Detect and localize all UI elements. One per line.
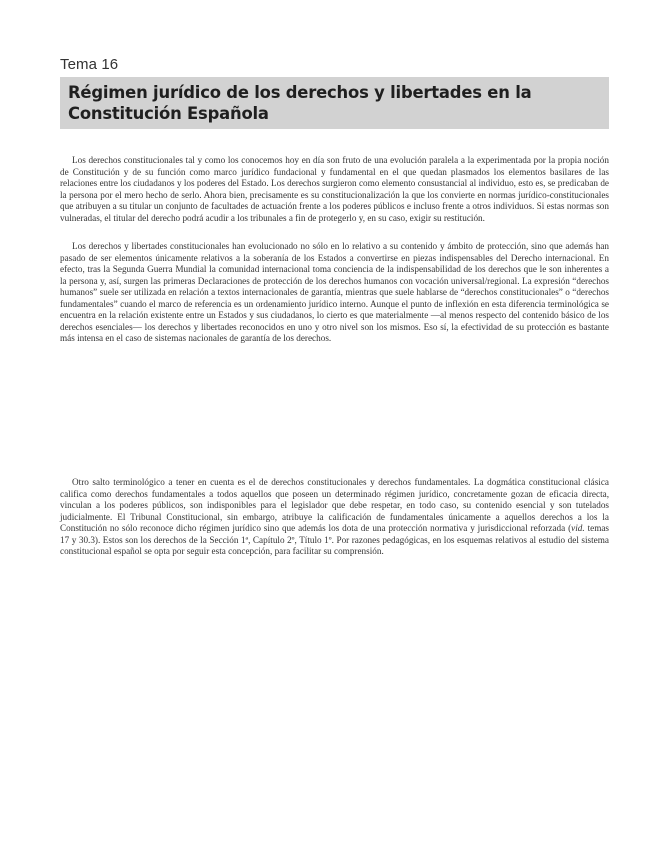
paragraph-1: Los derechos constitucionales tal y como los conocemos hoy en día son fruto de una evolución paralela a la experimentada por la propia noción de Constitución y de su función como marco jurídico fundacional y fundamental en el que quedan plasmados los elementos basilares de las relaciones entre los ciudadanos y los poderes del Estado. Los derechos surgieron como elemento consustancial al individuo, esto es, se predicaban de la persona por el mero hecho de serlo. Ahora bien, precisamente es su constitucionalización la que los convierte en normas jurídico-constitucionales que atribuyen a su titular un conjunto de facultades de actuación frente a los poderes públicos e incluso frente a otros individuos. Si estas normas son vulneradas, el titular del derecho podrá acudir a los tribunales a fin de protegerlo y, en su caso, exigir su restitución. bbox=[60, 155, 609, 223]
paragraph-3-part-b: temas 17 y 30.3). Estos son los derechos de la Sección 1ª, Capítulo 2º, Título 1º. Por razones pedagógicas, en los esquemas relativos al estudio del sistema constitucional español se opta por seguir esta concepción, para facilitar su comprensión. bbox=[60, 523, 610, 556]
topic-number: Tema 16 bbox=[60, 56, 119, 73]
paragraph-3-part-a: Otro salto terminológico a tener en cuenta es el de derechos constitucionales y derechos fundamentales. La dogmática constitucional clásica califica como derechos fundamentales a todos aquellos que poseen un determinado régimen jurídico, concretamente gozan de eficacia directa, vinculan a los poderes públicos, son indisponibles para el legislador que debe respetar, en todo caso, su contenido esencial y son tutelados judicialmente. El Tribunal Constitucional, sin embargo, atribuye la calificación de fundamentales únicamente a aquellos derechos a los la Constitución no sólo reconoce dicho régimen jurídico sino que además los dota de una protección normativa y jurisdiccional reforzada ( bbox=[60, 477, 609, 533]
page-title: Régimen jurídico de los derechos y libertades en la Constitución Española bbox=[68, 83, 532, 123]
vid-reference: vid. bbox=[571, 523, 585, 533]
paragraph-2: Los derechos y libertades constitucionales han evolucionado no sólo en lo relativo a su contenido y ámbito de protección, sino que además han pasado de ser elementos únicamente relativos a la soberanía de los Estados a convertirse en piezas indispensables del Derecho internacional. En efecto, tras la Segunda Guerra Mundial la comunidad internacional toma conciencia de la indispensabilidad de los derechos que le son inherentes a la persona y, así, surgen las primeras Declaraciones de protección de los derechos humanos con vocación universal/regional. La expresión “derechos humanos” suele ser utilizada en relación a textos internacionales de garantía, mientras que suele hablarse de “derechos constitucionales” o “derechos fundamentales” cuando el marco de referencia es un ordenamiento jurídico interno. Aunque el punto de inflexión en esta diferencia terminológica se encuentra en la relación existente entre un Estados y sus ciudadanos, lo cierto es que materialmente —al menos respecto del contenido básico de los derechos esenciales— los derechos y libertades reconocidos en uno y otro nivel son los mismos. Eso sí, la efectividad de su protección es bastante más intensa en el caso de sistemas nacionales de garantía de los derechos. bbox=[60, 241, 609, 343]
title-banner bbox=[60, 77, 609, 129]
paragraph-3 bbox=[60, 477, 609, 558]
